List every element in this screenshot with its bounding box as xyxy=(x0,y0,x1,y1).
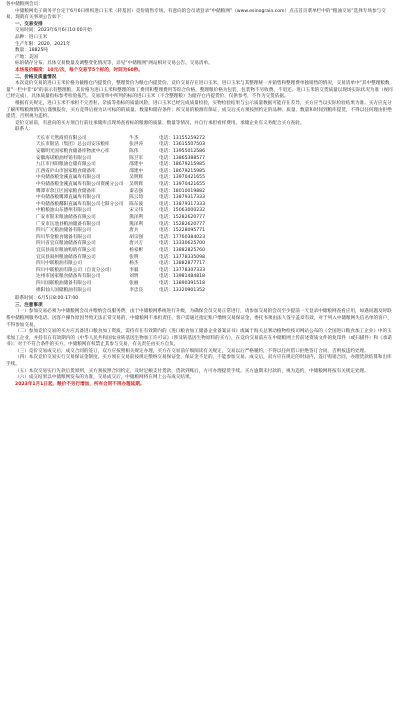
contact-phone: 电话：18010019882 xyxy=(159,188,206,194)
contact-person: 张丽 xyxy=(129,280,139,286)
contact-company: 中央储备粮鹰潭直属库有限公司 xyxy=(36,195,101,201)
contact-phone: 电话：13155259272 xyxy=(159,135,206,141)
contact-company: 四川国联粮油储备有限公司 xyxy=(36,280,92,286)
contact-company: 四川省宜宾粮油储备有限公司 xyxy=(36,241,96,247)
contact-row xyxy=(36,162,211,169)
contact-person: 唐兵 xyxy=(129,228,139,234)
note-item: （二）参加竞价交易的买方应具备进口粮食加工资质，需持有在有效期内的《进口粮食加工储备企业备案证书》或属于海关总署动植物检疫司网站公布的《全国进口粮食加工企业》中的玉米加工企业，并持有在有效期内的《中华人民共和国农业转基因生物加工许可证》（涉及转基因生物原料的买方），在竞价交易前应在中储粮网上传前述资质文件的复印件（或扫描件）和《承诺书》；对于不符合条件的买方，中储粮网有权禁止其参与交易，有关责任由买方自负。 xyxy=(6,329,392,348)
contact-row xyxy=(36,195,211,202)
contact-company: 江西省庐山市国家粮食储备库 xyxy=(36,168,96,174)
contact-person: 杨杰 xyxy=(129,261,139,267)
note-item: （五）本次交易实行先款后货原则，买方须按照合同约定，及时足额支付货款，货款到账后，方可办理提货手续。买方逾期未付款的，视为违约，中储粮网将按有关规定处理。 xyxy=(15,368,369,374)
contact-phone: 电话：13882877717 xyxy=(159,261,206,267)
contact-person: 张明 xyxy=(129,254,139,260)
notes-list xyxy=(6,309,394,382)
contact-phone: 电话：13879317333 xyxy=(159,195,206,201)
contacts-table xyxy=(36,136,211,294)
contact-row xyxy=(36,215,211,222)
contact-company: 鹰潭市余江区国家粮食储备库 xyxy=(36,188,96,194)
contact-phone: 电话：13955012586 xyxy=(159,149,206,155)
price-paragraph-3: 竞价交易前，有意向的买方须自行前往承储库点现场查看标的粮源的质量、数量等情况，并自行承担看样费用。承储企业有义务配合买方查验。 xyxy=(15,120,305,126)
contact-company: 中央储备粮鄱阳直属库有限公司七阳分公司 xyxy=(36,201,124,207)
contact-phone: 电话：13981484818 xyxy=(159,274,206,280)
contact-row xyxy=(36,149,211,156)
contact-row xyxy=(36,208,211,215)
contact-phone: 电话：15063000232 xyxy=(159,208,206,214)
note-item: （三）竞价交易成交后，成交合同的签订，双方应按照相关规定办理，买方在交易前仔细阅读有关规定，交易以后严格履约，不得以任何借口拒绝签订合同，否则按违约处理。 xyxy=(15,348,369,354)
contact-company: 广安市银禾粮油储备有限公司 xyxy=(36,215,96,220)
contact-person: 吴明辉 xyxy=(129,182,144,188)
price-paragraph-2: 根据有关规定，进口玉米不承担不完善粒、杂质等指标的质量风险，进口玉米已经完成质量检验，实物检验结果与公示质量数据可能存在差异，买方应当以实际检验结果为准。买方应充分了解所购粮源情况后谨慎报价，买方竞得后视为认可标的的质量、数量和储存条件；所交易的粮源有保证，成交后买方须按照约定的品种、质量、数量和时间到粮库提货，不得以任何理由拒绝提货，否则视为违约。 xyxy=(6,100,392,120)
contact-company: 四川华金粮食储备有限公司 xyxy=(36,234,92,240)
contact-phone: 电话：13865388577 xyxy=(159,155,206,161)
contact-person: 刘明 xyxy=(129,274,139,280)
contact-phone: 电话：13330625700 xyxy=(159,241,206,247)
contact-company: 九江市浔阳粮油仓储有限公司 xyxy=(36,162,96,168)
contact-phone: 电话：13778307333 xyxy=(159,267,206,273)
contact-company: 中央储备粮金溪直属库有限公司 xyxy=(36,175,101,181)
contact-person: 宋义伟 xyxy=(129,208,144,214)
contact-person: 熊泽利 xyxy=(129,215,144,220)
contact-person: 牛杰 xyxy=(129,135,139,141)
contact-company: 达州市国家粮食储备库有限公司 xyxy=(36,274,101,280)
contact-person: 陈云琦 xyxy=(129,195,144,201)
contact-company: 天长市天然商贸有限公司 xyxy=(36,135,87,141)
trade-line: 品种：进口玉米 xyxy=(15,34,48,40)
contact-row xyxy=(36,241,211,248)
contact-person: 吴明辉 xyxy=(129,175,144,181)
note-item: （四）本次竞价交易实行交易保证金制度，买方须在交易前按规定缴纳交易保证金，保证金不足的，不能参加交易。成交后，双方应在规定的时间内，签订购销合同，办理货款结算和出库手续。 xyxy=(6,355,392,368)
contact-phone: 电话：18679215985 xyxy=(159,162,206,168)
contact-row xyxy=(36,281,211,288)
contact-company: 四川广元粮油储备有限公司 xyxy=(36,228,92,234)
contact-person: 杨家彬 xyxy=(129,247,144,253)
trade-line: 产地：美国 xyxy=(15,54,38,60)
contact-phone: 电话：15282620777 xyxy=(159,221,206,227)
contact-company: 四川中联粮油有限公司 xyxy=(36,261,82,267)
intro-paragraph: 中储粮网电子商务平台定于6月6日组织进口玉米（转基因）竞价销售专场。有意向的会员请登录“中储粮网”（www.esinograin.com）点击首页菜单栏中的“粮油交易”选择专场参与交易。现就有关事项公告如下： xyxy=(6,8,386,21)
contact-row xyxy=(36,248,211,255)
contact-phone: 电话：15228095771 xyxy=(159,228,206,234)
contact-person: 李忠良 xyxy=(129,287,144,293)
contact-company: 绵阳仙人国储粮油有限公司 xyxy=(36,287,92,293)
contact-person: 李毅 xyxy=(129,267,139,273)
section-3-title: 三、注意事项 xyxy=(15,302,43,308)
section-2-title: 二、价格及质量情况 xyxy=(15,74,57,80)
contact-person: 陈东波 xyxy=(129,201,144,207)
contact-person: 邵建中 xyxy=(129,162,144,168)
final-note: 2023年1月1日起，粮价不另行增加，所有合同不再办理延期。 xyxy=(15,381,145,387)
contact-person: 秦志强 xyxy=(129,188,144,194)
contact-person: 熊泽利 xyxy=(129,221,144,227)
bid-rule-notice: 本场报价幅度：10元/次，每个交易节5个标的，时间为60秒。 xyxy=(15,67,143,73)
contact-phone: 电话：13882825760 xyxy=(159,247,206,253)
contact-person: 张洪涛 xyxy=(129,142,144,148)
section-1-title: 一、交易安排 xyxy=(15,21,43,27)
note-item: （六）成交结果以中储粮网发布的为准，交易成交后，中储粮网将在网上公布成交结果。 xyxy=(15,375,195,381)
contact-row xyxy=(36,182,211,189)
price-paragraph-1: 本次竞价交易的进口玉米价格为截粮仓内提货价，整理货价为粮仓内提货价。竞价交易存在进口玉米，进口玉米与其整理统一并销售和整理费单独销售的情况，交易清单中“其中整理粮数量”一栏中非“0”的表示有整理粮，其价格为进口玉米和整理的加工费用和整理费用等综合价格，整理粮价格为包装，包装物不另收费，不退还。进口玉米的交货质量以现场实际状况为准（视同已经完成），具体质量指标参考检验报告。交易清单中所列的标的进口玉米（不含整理粮）为储存仓内提货价，仅供参考，不作为交货依据。 xyxy=(6,81,393,100)
trade-line: 数量：18825吨 xyxy=(15,48,48,54)
contact-row xyxy=(36,261,211,268)
trade-line: 生产年限：2020、2021年 xyxy=(15,41,71,47)
contact-company: 天长市银洁（集团）总公司安乐粮库 xyxy=(36,142,110,148)
contact-phone: 电话：18679215985 xyxy=(159,168,206,174)
contact-row xyxy=(36,228,211,235)
contact-row xyxy=(36,274,211,281)
contact-company: 安徽明光国家粮食储备库物流中心库 xyxy=(36,149,110,155)
contact-company: 宜宾县南岸粮油购销有限公司 xyxy=(36,247,96,253)
contact-time: 联系时间：6月5日8:00-17:00 xyxy=(15,296,79,302)
contact-phone: 电话：13615507503 xyxy=(159,142,206,148)
contact-phone: 电话：13970421655 xyxy=(159,182,206,188)
contact-row xyxy=(36,288,211,295)
contact-phone: 电话：13778335098 xyxy=(159,254,206,260)
contact-company: 中央储备粮金溪直属库有限公司资溪分公司 xyxy=(36,182,124,188)
contact-phone: 电话：13970421655 xyxy=(159,175,206,181)
greeting: 各中储粮网会员： xyxy=(6,2,43,7)
contact-person: 胡宗强 xyxy=(129,234,144,240)
trade-line: 交易时间：2023年6月6日10:00开始 xyxy=(15,28,92,34)
contact-company: 安徽海诺粮油经销有限公司 xyxy=(36,155,92,161)
contacts-intro: 联系人： xyxy=(15,127,34,133)
contact-phone: 电话：15282620777 xyxy=(159,215,206,220)
contact-person: 陈伟 xyxy=(129,149,139,155)
contact-person: 唐兴万 xyxy=(129,241,144,247)
contact-company: 四川中联粮油有限公司（自贡分公司） xyxy=(36,267,115,273)
contact-company: 广安市岳池县粮油储备有限公司 xyxy=(36,221,101,227)
contact-phone: 电话：17760384023 xyxy=(159,234,206,240)
contact-person: 邵建中 xyxy=(129,168,144,174)
contact-person: 陈卫军 xyxy=(129,155,144,161)
trade-arrangement xyxy=(6,28,394,68)
trade-line: 标的储存分布、具体交易数量及调整变化情况等，详见“中储粮网”网站相对交易公告、交易清单。 xyxy=(15,61,213,67)
contact-phone: 电话：13879317333 xyxy=(159,201,206,207)
contact-company: 宜宾县叙州粮油储备有限公司 xyxy=(36,254,96,260)
contact-phone: 电话：13320901352 xyxy=(159,287,206,293)
contact-phone: 电话：13890391518 xyxy=(159,280,206,286)
note-item: （一）参加交易必须为中储粮网会员并缴纳会员服务费，由于中储粮网系统进行升级，为确保会员交易正常进行，请参加交易的会员至少提前一天登录中储粮网查看应用，如遇问题及时联系中储粮网服务电话。因客户操作原因导致无法正常交易的，中储粮网不承担责任。客户需通过指定账户缴纳交易保证金，委托书须由法人签字盖章有效，对于列入中储粮网失信名单的客户，不得参加交易。 xyxy=(6,309,392,328)
contact-company: 中粮粮油山东德州有限公司 xyxy=(36,208,92,214)
